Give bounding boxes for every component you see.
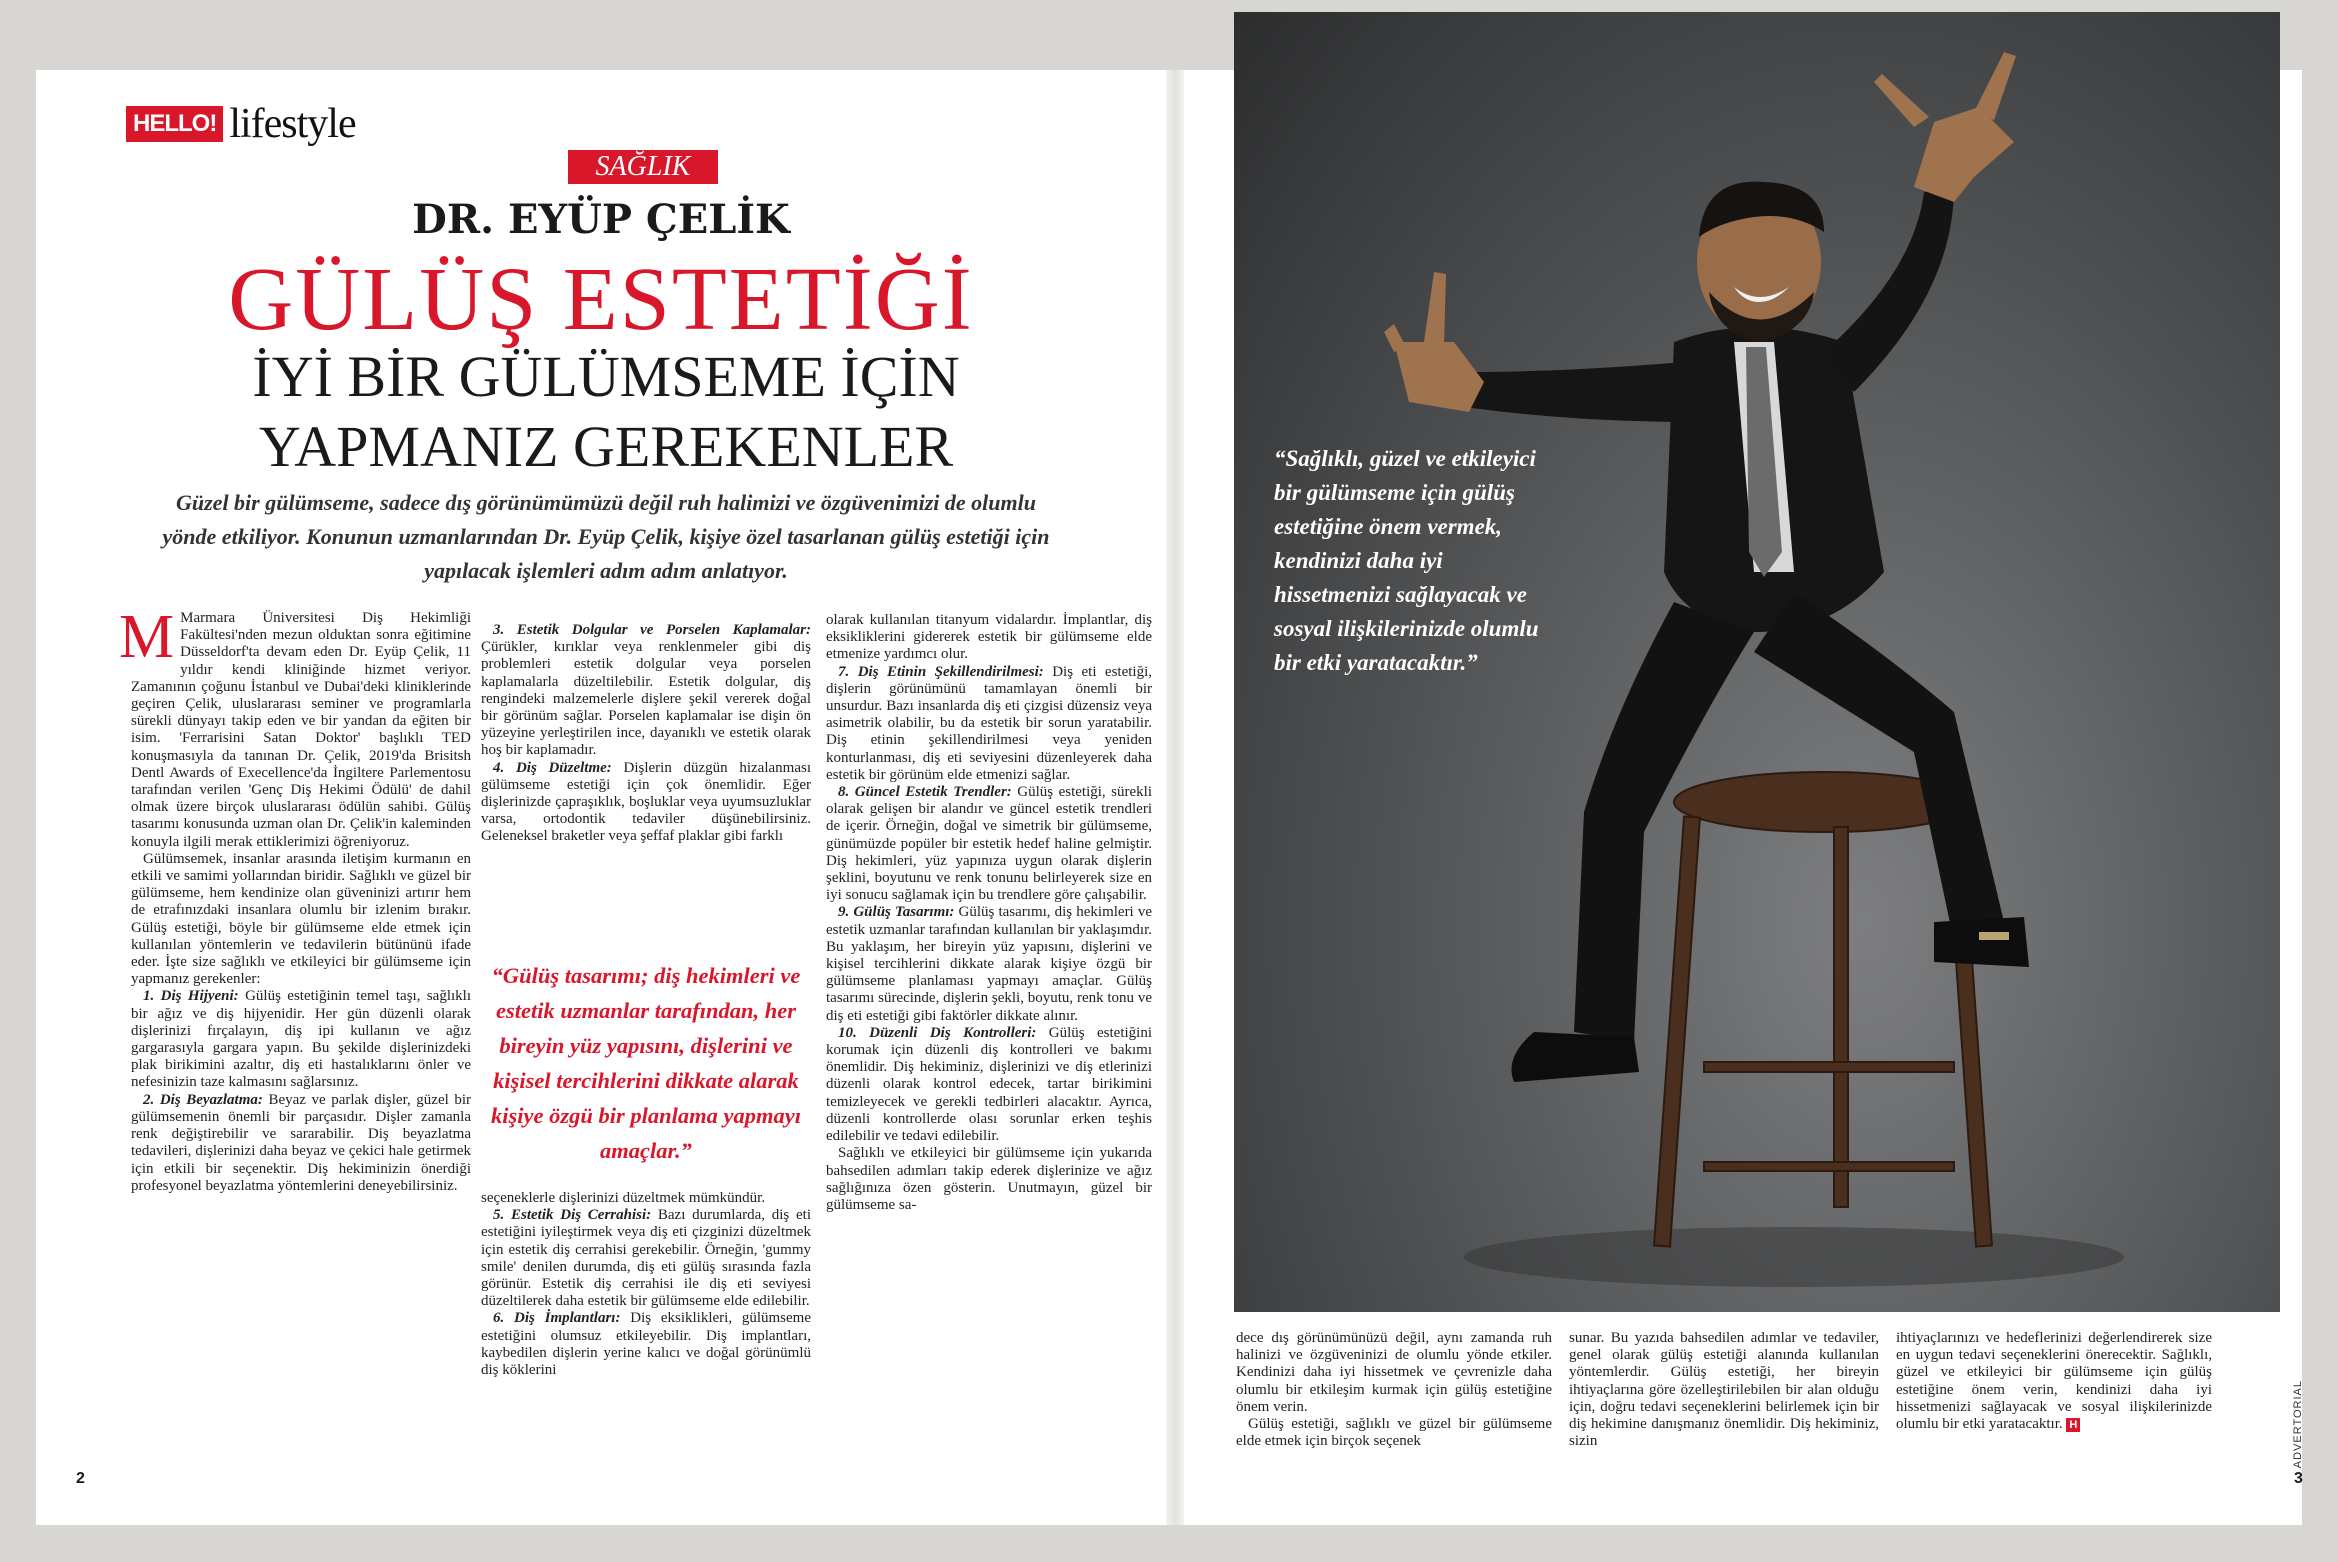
magazine-spine (1166, 70, 1184, 1525)
doctor-name: DR. EYÜP ÇELİK (412, 196, 790, 243)
masthead (126, 100, 356, 148)
step-text: Diş eti estetiği, dişlerin görünümünü tamamlayan önemli bir unsurdur. Bazı insanlarda diş eti çizgisi düzensiz veya asimetrik olabilir, bu da estetik bir sorun yaratabilir. Diş etinin şekillendirilmesi veya yeniden konturlanması, diş eti seviyesini düzenleyerek daha estetik bir görünüm elde etmenizi sağlar. (826, 663, 1153, 783)
body-column-right-1 (1236, 1330, 1552, 1450)
step-text: Gülüş estetiğini korumak için düzenli diş kontrolleri ve bakımı önemlidir. Diş hekiminiz, dişlerinizi ve diş etlerinizi düzenli olarak kontrol edecek, tartar birikimini temizleyecek ve gerekli tedbirleri alacaktır. Ayrıca, düzenli kontrollerde olası sorunlar erken teşhis edilebilir ve tedavi edilebilir. (826, 1024, 1153, 1145)
body-column-3 (826, 612, 1152, 1214)
body-paragraph (481, 622, 811, 760)
photo-pull-quote: “Sağlıklı, güzel ve etkileyici bir gülümseme için gülüş estetiğine önem vermek, kendinizi daha iyi hissetmenizi sağlayacak ve sosyal ilişkilerinizde olumlu bir etki yaratacaktır.” (1274, 446, 1539, 675)
body-paragraph: sunar. Bu yazıda bahsedilen adımlar ve tedaviler, genel olarak gülüş estetiği alanında kullanılan yöntemlerdir. Gülüş estetiği, her bireyin ihtiyaçlarına göre özelleştirilebilen bir alan olduğu için, doğru tedavi seçeneklerini belirlemek için bir diş hekimine danışmanız önemlidir. Diş hekiminiz, sizin (1569, 1330, 1879, 1450)
step-heading: 1. Diş Hijyeni: (143, 988, 239, 1005)
closing-text: ihtiyaçlarınızı ve hedeflerinizi değerlendirerek size en uygun tedavi seçeneklerini önerecektir. Sağlıklı, güzel ve etkileyici bir gülümseme için gülüş estetiğine önem verin, kendinizi daha iyi hissetmenizi sağlayacak ve sosyal ilişkilerinizde olumlu bir etki yaratacaktır. (1896, 1330, 2212, 1433)
body-paragraph: Gülüş estetiği, sağlıklı ve güzel bir gülümseme elde etmek için birçok seçenek (1236, 1416, 1552, 1450)
body-paragraph (481, 1310, 811, 1379)
subheadline: İYİ BİR GÜLÜMSEME İÇİN YAPMANIZ GEREKENLER (252, 344, 960, 479)
step-heading: 3. Estetik Dolgular ve Porselen Kaplamalar: (493, 622, 811, 638)
body-paragraph: seçeneklerle dişlerinizi düzeltmek mümkündür. (481, 1190, 766, 1206)
pull-quote: “Gülüş tasarımı; diş hekimleri ve estetik uzmanlar tarafından, her bireyin yüz yapısını, dişlerini ve kişisel tercihlerini dikkate alarak kişiye özgü bir planlama yapmayı amaçlar.” (490, 963, 801, 1163)
portrait-photo (1234, 12, 2280, 1312)
body-column-2 (481, 622, 811, 846)
step-heading: 8. Güncel Estetik Trendler: (838, 784, 1012, 801)
body-column-2-continued (481, 1190, 811, 1379)
step-text: Gülüş estetiği, sürekli olarak gelişen bir alandır ve güncel estetik trendleri de içerir. Örneğin, doğal ve simetrik bir gülümseme, günümüzde popüler bir estetik hedef haline gelmiştir. Diş hekimleri, yüz yapınıza uygun olarak dişlerin şeklini, boyutunu ve renk tonunu belirleyerek size en iyi sonucu sağlamak için bu trendlere göre çalışabilir. (826, 784, 1152, 904)
body-paragraph (826, 784, 1152, 904)
step-text: Gülüş estetiğinin temel taşı, sağlıklı bir ağız ve diş hijyenidir. Her gün düzenli olarak dişlerinizi fırçalayın, diş ipi kullanın ve ağız gargarasıyla gargara yapın. Bu şekilde dişlerinizdeki plak birikimini azaltır, diş eti hastalıklarını önler ve nefesinizin taze kalmasını sağlarsınız. (131, 988, 471, 1091)
section-tag: SAĞLIK (568, 150, 718, 184)
body-paragraph (826, 1025, 1152, 1145)
body-paragraph (826, 664, 1152, 784)
body-paragraph (131, 988, 471, 1091)
hello-logo: HELLO! (126, 106, 223, 142)
body-column-right-3 (1896, 1330, 2212, 1433)
body-paragraph (481, 1207, 811, 1310)
body-paragraph: olarak kullanılan titanyum vidalardır. İmplantlar, diş eksikliklerini gidererek estetik bir gülümseme elde etmenize yardımcı olur. (826, 612, 1152, 663)
step-text: Bazı durumlarda, diş eti estetiğini iyileştirmek veya diş eti çizginizi düzeltmek için estetik diş cerrahisi gerekebilir. Örneğin, 'gummy smile' denilen durumda, diş eti gülüş sırasında fazla görünür. Estetik diş cerrahisi ile diş eti seviyesi düzeltilerek daha estetik bir gülümseme elde edilebilir. (481, 1207, 811, 1310)
body-paragraph: Gülümsemek, insanlar arasında iletişim kurmanın en etkili ve samimi yollarından biridir. Sağlıklı ve güzel bir gülümseme, hem kendinize olan güveninizi artırır hem de etrafınızdaki insanlara olumlu bir izlenim bırakır. Gülüş estetiği, böyle bir gülümseme elde etmek için kullanılan yöntemlerin ve tedavilerin bütününü ifade eder. İşte size sağlıklı ve etkileyici bir gülümseme için yapmanız gerekenler: (131, 850, 471, 988)
drop-cap: M (119, 603, 175, 671)
right-page (1184, 70, 2302, 1525)
step-heading: 7. Diş Etinin Şekillendirilmesi: (838, 663, 1044, 680)
step-text: Dişlerin düzgün hizalanması gülümseme estetiği için çok önemlidir. Eğer dişlerinizde çapraşıklık, boşluklar veya uyumsuzluklar varsa, ortodontik tedaviler düşünebilirsiniz. Geleneksel braketler veya şeffaf plaklar gibi farklı (481, 759, 811, 845)
step-heading: 6. Diş İmplantları: (493, 1310, 621, 1327)
page-number-right: 3 (2294, 1470, 2303, 1487)
step-heading: 2. Diş Beyazlatma: (143, 1091, 263, 1108)
body-paragraph (481, 760, 811, 846)
body-paragraph (131, 1092, 471, 1195)
lifestyle-logo: lifestyle (229, 101, 356, 147)
end-mark-icon: H (2066, 1418, 2080, 1432)
intro-paragraph: Güzel bir gülümseme, sadece dış görünümümüzü değil ruh halimizi ve özgüvenimizi de olumlu yönde etkiliyor. Konunun uzmanlarından Dr. Eyüp Çelik, kişiye özel tasarlanan gülüş estetiği için yapılacak işlemleri adım adım anlatıyor. (162, 490, 1050, 583)
page-number-left: 2 (76, 1470, 85, 1487)
body-paragraph (826, 904, 1152, 1024)
step-heading: 10. Düzenli Diş Kontrolleri: (838, 1024, 1037, 1041)
left-page (36, 70, 1166, 1525)
headline: GÜLÜŞ ESTETİĞİ (228, 250, 974, 349)
body-paragraph: Sağlıklı ve etkileyici bir gülümseme için yukarıda bahsedilen adımları takip ederek dişlerinize ve ağız sağlığınıza özen gösterin. Unutmayın, güzel bir gülümseme sa- (826, 1145, 1152, 1213)
step-text: Beyaz ve parlak dişler, güzel bir gülümsemenin önemli bir parçasıdır. Dişler zamanla renk değiştirebilir ve sararabilir. Diş beyazlatma tedavileri, dişlerinizi daha beyaz ve çekici hale getirmek için etkili bir seçenektir. Diş hekiminizin önerdiği profesyonel beyazlatma yöntemlerini deneyebilirsiniz. (131, 1091, 471, 1194)
body-column-1 (119, 603, 471, 1195)
body-paragraph: Marmara Üniversitesi Diş Hekimliği Fakültesi'nden mezun olduktan sonra eğitimine Düsseldorf'ta devam eden Dr. Eyüp Çelik, 11 yıldır kendi kliniğinde hizmet veriyor. Zamanının çoğunu İstanbul ve Dubai'deki kliniklerinde geçiren Çelik, uluslararası seminer ve programlarla sürekli dünyayı takip eden ve bir yandan da eğiten bir isim. 'Ferrarisini Satan Doktor' başlıklı TED konuşmasıyla da tanınan Dr. Çelik, 2019'da Brisitsh Dentl Awards of Execellence'da İngiltere Parlementosu tarafından verilen 'Genç Diş Hekimi Ödülü' de dahil olmak üzere birçok uluslararası ödülün sahibi. Gülüş tasarımı konusunda uzman olan Dr. Çelik'in kaleminden konuyla ilgili merak ettiklerimizi öğreniyoruz. (131, 610, 471, 850)
step-text: Çürükler, kırıklar veya renklenmeler gibi diş problemleri estetik dolgular veya porselen kaplamalarla düzeltilebilir. Estetik dolgular, diş rengindeki malzemelerle dişlere şekil vererek doğal bir görünüm sağlar. Porselen kaplamalar ise dişin ön yüzeyine yerleştirilen ince, dayanıklı ve estetik olarak hoş bir kaplamadır. (481, 639, 811, 759)
step-text: Gülüş tasarımı, diş hekimleri ve estetik uzmanlar tarafından kullanılan bir yaklaşımdır. Bu yaklaşım, her bireyin yüz yapısını, dişlerini ve kişisel tercihlerini dikkate alarak kişiye özgü bir gülümseme planlaması yapmayı amaçlar. Gülüş tasarımı sürecinde, dişlerin şekli, boyutu, renk tonu ve diş eti estetiği gibi faktörler dikkate alınır. (826, 904, 1152, 1024)
body-column-right-2 (1569, 1330, 1879, 1450)
body-paragraph (1896, 1330, 2212, 1433)
step-heading: 9. Gülüş Tasarımı: (838, 904, 955, 921)
advertorial-label: ADVERTORIAL (2292, 1380, 2304, 1469)
step-heading: 4. Diş Düzeltme: (493, 759, 612, 776)
step-text: Diş eksiklikleri, gülümseme estetiğini olumsuz etkileyebilir. Diş implantları, kaybedilen dişlerin yerine kalıcı ve doğal görünümlü diş köklerini (481, 1310, 811, 1379)
step-heading: 5. Estetik Diş Cerrahisi: (493, 1207, 652, 1224)
body-paragraph: dece dış görünümünüzü değil, aynı zamanda ruh halinizi ve özgüveninizi de olumlu yönde etkiler. Kendinizi daha iyi hissetmek ve çevrenizle daha olumlu bir etkileşim kurmak için gülüş estetiğine önem verin. (1236, 1330, 1552, 1415)
